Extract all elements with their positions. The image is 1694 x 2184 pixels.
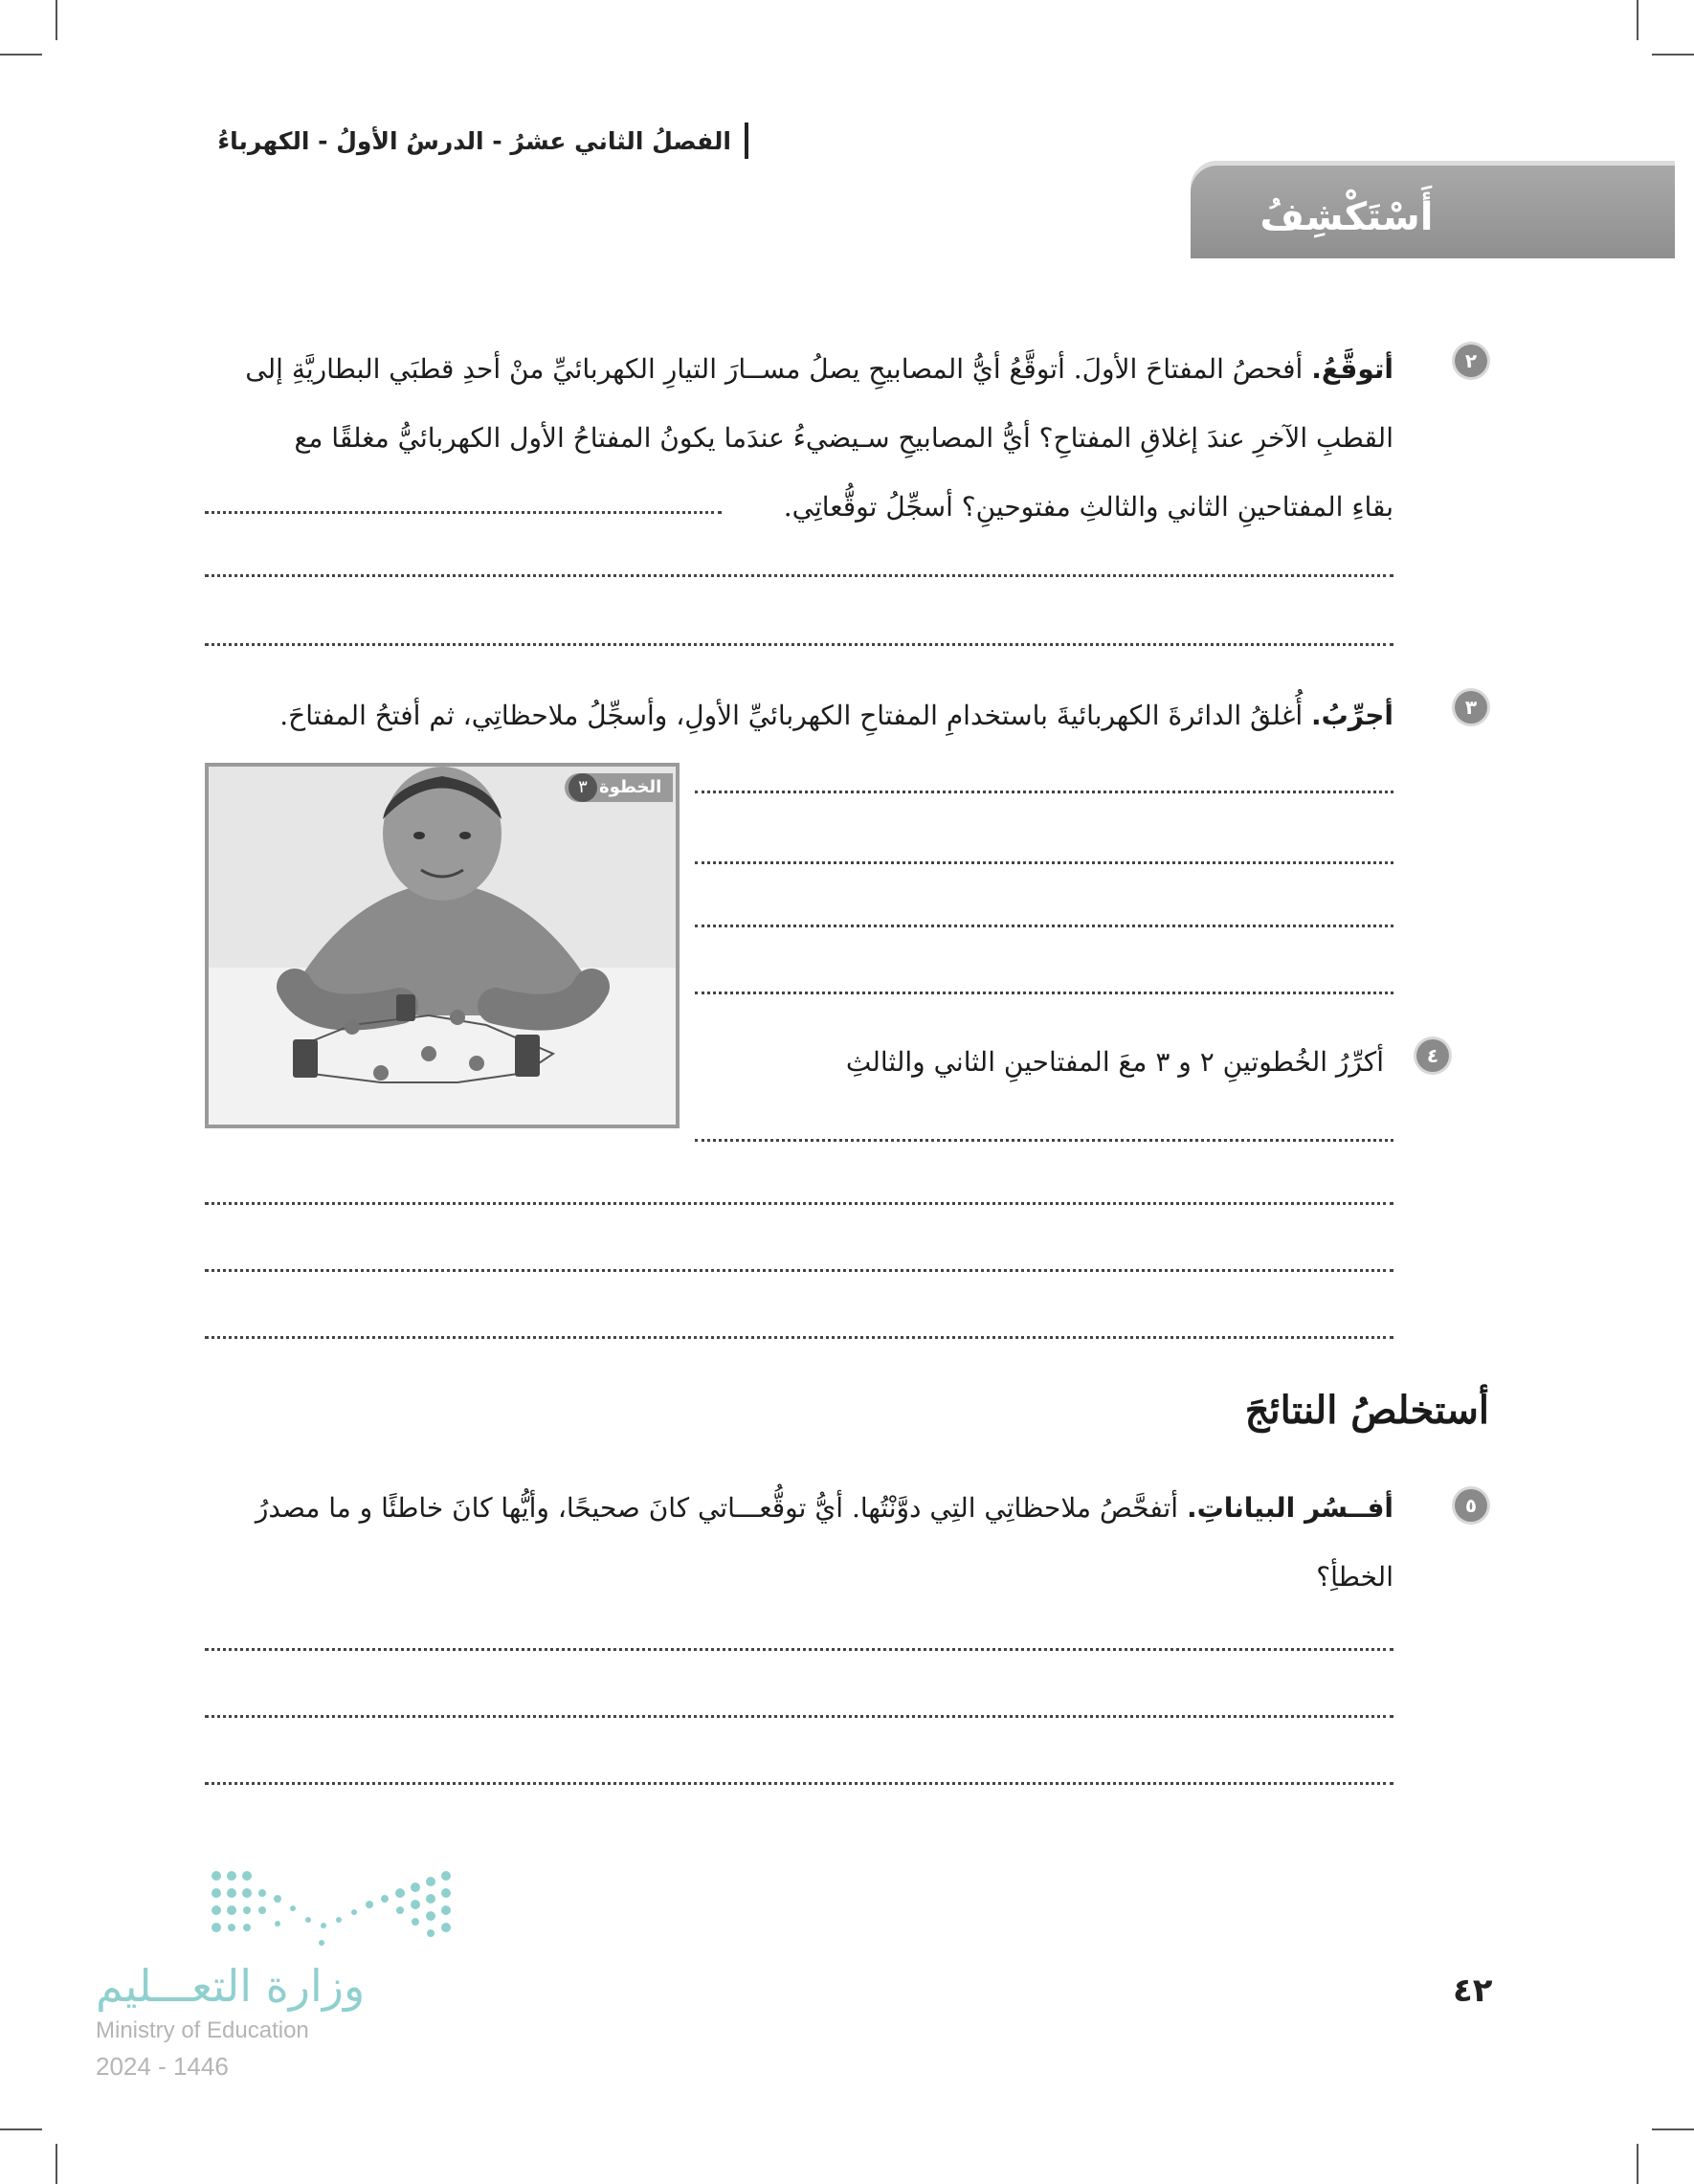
step-2-lead: أتوقَّعُ. — [1311, 353, 1393, 385]
answer-line[interactable] — [205, 1269, 1393, 1272]
crop-mark — [0, 54, 42, 56]
step-2-line-3: بقاءِ المفتاحينِ الثاني والثالثِ مفتوحينِ؟ أسجِّلُ توقُّعاتِي. — [783, 491, 1393, 523]
experiment-photo — [205, 763, 680, 1128]
chapter-title: الفصلُ الثاني عشرُ - الدرسُ الأولُ - الكهرباءُ — [217, 126, 731, 155]
ministry-logo-english: Ministry of Education — [96, 2017, 309, 2043]
answer-line[interactable] — [205, 1715, 1393, 1718]
crop-mark — [56, 2144, 57, 2184]
answer-line[interactable] — [205, 511, 722, 514]
step-5-line-1: أفــسُر البياناتِ. أتفحَّصُ ملاحظاتِي التِي دوَّنْتُها. أيُّ توقُّعـــاتي كانَ صحيحًا، وأيُّها كانَ خاطئًا و ما مصدرُ — [255, 1492, 1393, 1524]
answer-line[interactable] — [205, 574, 1393, 577]
answer-line[interactable] — [205, 643, 1393, 646]
crop-mark — [1637, 2144, 1638, 2184]
boy-circuit-illustration — [209, 767, 676, 1125]
step-3-text — [197, 681, 1393, 750]
answer-line[interactable] — [695, 861, 1393, 864]
answer-line[interactable] — [695, 992, 1393, 994]
photo-step-badge: الخطوة — [565, 773, 673, 802]
step-4-text — [618, 1028, 1384, 1097]
step-4-line-1: أكرِّرُ الخُطوتينِ ٢ و ٣ معَ المفتاحينِ الثاني والثالثِ — [845, 1046, 1384, 1078]
photo-step-badge-number: ٣ — [568, 773, 597, 802]
answer-line[interactable] — [695, 1139, 1393, 1142]
crop-mark — [0, 2128, 42, 2130]
step-number-2: ٢ — [1455, 345, 1487, 377]
ministry-logo-arabic: وزارة التعـــليم — [96, 1960, 366, 2012]
ministry-logo-year: 2024 - 1446 — [96, 2052, 229, 2081]
step-3-line-1: أجرِّبُ. أُغلقُ الدائرةَ الكهربائيةَ باستخدامِ المفتاحِ الكهربائيِّ الأولِ، وأسجِّلُ ملاحظاتِي، ثم أفتحُ المفتاحَ. — [279, 700, 1393, 731]
crop-mark — [1652, 2128, 1694, 2130]
ministry-logo-icon — [207, 1866, 452, 1952]
crop-mark — [1637, 0, 1638, 40]
answer-line[interactable] — [205, 1648, 1393, 1651]
step-3-lead: أجرِّبُ. — [1311, 700, 1393, 731]
section-tab-title: أَسْتَكْشِفُ — [1259, 195, 1434, 239]
answer-line[interactable] — [205, 1782, 1393, 1785]
step-number-4: ٤ — [1416, 1039, 1449, 1072]
answer-line[interactable] — [205, 1202, 1393, 1205]
step-2-line-1: أتوقَّعُ. أفحصُ المفتاحَ الأولَ. أتوقَّعُ أيُّ المصابيحِ يصلُ مســارَ التيارِ الكهربائيِّ منْ أحدِ قطبَي البطاريَّةِ إلى — [245, 353, 1393, 385]
step-number-3: ٣ — [1455, 691, 1487, 724]
step-5-line-2: الخطأِ؟ — [1316, 1561, 1393, 1593]
step-5-text — [197, 1474, 1393, 1612]
answer-line[interactable] — [695, 791, 1393, 793]
step-number-5: ٥ — [1455, 1489, 1487, 1522]
running-header — [217, 123, 748, 159]
step-2-line-2: القطبِ الآخرِ عندَ إغلاقِ المفتاحِ؟ أيُّ المصابيحِ سـيضيءُ عندَما يكونُ المفتاحُ الأول الكهربائيُّ مغلقًا مع — [294, 422, 1393, 454]
crop-mark — [1652, 54, 1694, 56]
header-divider — [745, 123, 748, 159]
section-heading: أستخلصُ النتائجَ — [1244, 1388, 1489, 1433]
answer-line[interactable] — [695, 925, 1393, 927]
crop-mark — [56, 0, 57, 40]
step-5-lead: أفــسُر البياناتِ. — [1186, 1492, 1393, 1524]
page-number: ٤٢ — [1453, 1972, 1493, 2010]
answer-line[interactable] — [205, 1336, 1393, 1339]
